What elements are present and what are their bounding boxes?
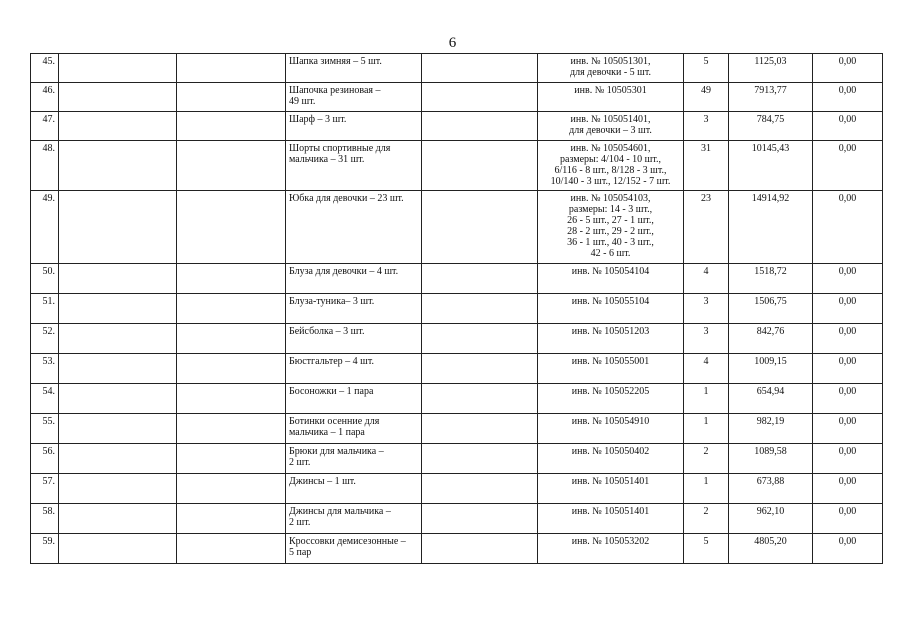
table-row <box>31 504 883 534</box>
inventory-number <box>538 414 684 444</box>
empty-cell <box>59 324 177 354</box>
quantity: 1 <box>684 384 729 414</box>
empty-cell <box>59 54 177 83</box>
residual-value: 0,00 <box>813 191 883 264</box>
inventory-number <box>538 264 684 294</box>
inventory-number <box>538 444 684 474</box>
inventory-number-line: 6/116 - 8 шт., 8/128 - 3 шт., <box>554 165 667 176</box>
amount: 7913,77 <box>729 83 813 112</box>
amount: 4805,20 <box>729 534 813 564</box>
amount: 1125,03 <box>729 54 813 83</box>
inventory-number-line: инв. № 105050402 <box>571 446 650 457</box>
quantity: 3 <box>684 324 729 354</box>
inventory-number <box>538 83 684 112</box>
empty-cell <box>177 414 286 444</box>
inventory-number-line: 26 - 5 шт., 27 - 1 шт., <box>567 215 654 226</box>
item-name-line: Шапка зимняя – 5 шт. <box>289 56 382 67</box>
table-body <box>31 54 883 564</box>
amount: 962,10 <box>729 504 813 534</box>
empty-cell <box>422 191 538 264</box>
item-name-line: 2 шт. <box>289 517 311 528</box>
empty-cell <box>59 112 177 141</box>
empty-cell <box>422 414 538 444</box>
amount: 1089,58 <box>729 444 813 474</box>
amount: 10145,43 <box>729 141 813 191</box>
inventory-number-line: 10/140 - 3 шт., 12/152 - 7 шт. <box>550 176 671 187</box>
empty-cell <box>177 354 286 384</box>
residual-value: 0,00 <box>813 83 883 112</box>
quantity: 1 <box>684 474 729 504</box>
item-name <box>286 191 422 264</box>
item-name <box>286 354 422 384</box>
empty-cell <box>59 294 177 324</box>
row-number: 55. <box>31 414 59 444</box>
empty-cell <box>59 141 177 191</box>
quantity: 4 <box>684 264 729 294</box>
empty-cell <box>177 83 286 112</box>
empty-cell <box>422 141 538 191</box>
inventory-number-line: 36 - 1 шт., 40 - 3 шт., <box>567 237 654 248</box>
item-name-line: Джинсы для мальчика – <box>289 506 391 517</box>
inventory-number-line: инв. № 105051401, <box>570 114 651 125</box>
inventory-number <box>538 112 684 141</box>
row-number: 46. <box>31 83 59 112</box>
amount: 842,76 <box>729 324 813 354</box>
table-row <box>31 191 883 264</box>
inventory-number <box>538 534 684 564</box>
item-name-line: 49 шт. <box>289 96 316 107</box>
item-name-line: Бейсболка – 3 шт. <box>289 326 365 337</box>
quantity: 4 <box>684 354 729 384</box>
inventory-number-line: для девочки – 3 шт. <box>569 125 652 136</box>
empty-cell <box>422 474 538 504</box>
item-name-line: Бюстгальтер – 4 шт. <box>289 356 374 367</box>
empty-cell <box>59 534 177 564</box>
empty-cell <box>59 354 177 384</box>
inventory-number-line: инв. № 105051401 <box>571 506 650 517</box>
empty-cell <box>59 474 177 504</box>
inventory-number-line: инв. № 10505301 <box>574 85 647 96</box>
quantity: 23 <box>684 191 729 264</box>
residual-value: 0,00 <box>813 264 883 294</box>
item-name <box>286 384 422 414</box>
row-number: 59. <box>31 534 59 564</box>
row-number: 50. <box>31 264 59 294</box>
empty-cell <box>177 534 286 564</box>
amount: 654,94 <box>729 384 813 414</box>
inventory-number <box>538 384 684 414</box>
residual-value: 0,00 <box>813 474 883 504</box>
inventory-number <box>538 354 684 384</box>
empty-cell <box>422 54 538 83</box>
row-number: 54. <box>31 384 59 414</box>
inventory-number-line: инв. № 105055001 <box>571 356 650 367</box>
empty-cell <box>422 384 538 414</box>
amount: 673,88 <box>729 474 813 504</box>
table-row <box>31 384 883 414</box>
row-number: 47. <box>31 112 59 141</box>
page-number: 6 <box>448 35 457 51</box>
empty-cell <box>177 191 286 264</box>
quantity: 1 <box>684 414 729 444</box>
empty-cell <box>422 504 538 534</box>
table-row <box>31 294 883 324</box>
item-name-line: Юбка для девочки – 23 шт. <box>289 193 404 204</box>
table-row <box>31 264 883 294</box>
inventory-number <box>538 191 684 264</box>
inventory-number <box>538 504 684 534</box>
inventory-number-line: инв. № 105054910 <box>571 416 650 427</box>
empty-cell <box>422 444 538 474</box>
empty-cell <box>177 444 286 474</box>
item-name-line: Босоножки – 1 пара <box>289 386 374 397</box>
empty-cell <box>59 264 177 294</box>
item-name-line: Шапочка резиновая – <box>289 85 381 96</box>
empty-cell <box>177 54 286 83</box>
item-name-line: Джинсы – 1 шт. <box>289 476 356 487</box>
empty-cell <box>177 504 286 534</box>
empty-cell <box>422 264 538 294</box>
residual-value: 0,00 <box>813 534 883 564</box>
item-name <box>286 534 422 564</box>
row-number: 45. <box>31 54 59 83</box>
item-name-line: 2 шт. <box>289 457 311 468</box>
item-name <box>286 112 422 141</box>
residual-value: 0,00 <box>813 354 883 384</box>
inventory-number <box>538 474 684 504</box>
table-row <box>31 444 883 474</box>
inventory-number-line: для девочки - 5 шт. <box>570 67 651 78</box>
empty-cell <box>59 83 177 112</box>
quantity: 49 <box>684 83 729 112</box>
quantity: 3 <box>684 294 729 324</box>
item-name <box>286 264 422 294</box>
inventory-number-line: инв. № 105051401 <box>571 476 650 487</box>
empty-cell <box>59 384 177 414</box>
empty-cell <box>177 324 286 354</box>
table-row <box>31 141 883 191</box>
inventory-number-line: размеры: 4/104 - 10 шт., <box>560 154 661 165</box>
item-name-line: Блуза для девочки – 4 шт. <box>289 266 399 277</box>
inventory-number <box>538 54 684 83</box>
inventory-number-line: инв. № 105053202 <box>571 536 650 547</box>
item-name-line: Шарф – 3 шт. <box>289 114 347 125</box>
table-row <box>31 474 883 504</box>
item-name <box>286 444 422 474</box>
empty-cell <box>422 534 538 564</box>
empty-cell <box>177 294 286 324</box>
inventory-number-line: 42 - 6 шт. <box>590 248 631 259</box>
residual-value: 0,00 <box>813 444 883 474</box>
inventory-number <box>538 141 684 191</box>
residual-value: 0,00 <box>813 504 883 534</box>
amount: 14914,92 <box>729 191 813 264</box>
table-row <box>31 534 883 564</box>
quantity: 3 <box>684 112 729 141</box>
inventory-number <box>538 324 684 354</box>
item-name-line: Кроссовки демисезонные – <box>289 536 406 547</box>
row-number: 58. <box>31 504 59 534</box>
item-name <box>286 83 422 112</box>
table-row <box>31 54 883 83</box>
item-name-line: Шорты спортивные для <box>289 143 391 154</box>
inventory-number-line: 28 - 2 шт., 29 - 2 шт., <box>567 226 654 237</box>
quantity: 2 <box>684 444 729 474</box>
residual-value: 0,00 <box>813 141 883 191</box>
table-row <box>31 112 883 141</box>
inventory-number <box>538 294 684 324</box>
row-number: 52. <box>31 324 59 354</box>
empty-cell <box>177 384 286 414</box>
table-row <box>31 83 883 112</box>
amount: 982,19 <box>729 414 813 444</box>
table-row <box>31 354 883 384</box>
row-number: 48. <box>31 141 59 191</box>
item-name <box>286 504 422 534</box>
inventory-number-line: размеры: 14 - 3 шт., <box>568 204 653 215</box>
inventory-number-line: инв. № 105052205 <box>571 386 650 397</box>
quantity: 5 <box>684 54 729 83</box>
item-name-line: мальчика – 31 шт. <box>289 154 365 165</box>
inventory-number-line: инв. № 105055104 <box>571 296 650 307</box>
item-name <box>286 54 422 83</box>
item-name-line: Блуза-туника– 3 шт. <box>289 296 375 307</box>
inventory-number-line: инв. № 105051301, <box>570 56 651 67</box>
row-number: 49. <box>31 191 59 264</box>
item-name <box>286 414 422 444</box>
empty-cell <box>59 414 177 444</box>
quantity: 2 <box>684 504 729 534</box>
item-name-line: Ботинки осенние для <box>289 416 380 427</box>
residual-value: 0,00 <box>813 294 883 324</box>
row-number: 51. <box>31 294 59 324</box>
residual-value: 0,00 <box>813 324 883 354</box>
amount: 1518,72 <box>729 264 813 294</box>
item-name-line: Брюки для мальчика – <box>289 446 384 457</box>
empty-cell <box>422 324 538 354</box>
empty-cell <box>422 112 538 141</box>
empty-cell <box>59 444 177 474</box>
inventory-number-line: инв. № 105054104 <box>571 266 650 277</box>
row-number: 53. <box>31 354 59 384</box>
empty-cell <box>422 83 538 112</box>
empty-cell <box>177 141 286 191</box>
empty-cell <box>177 264 286 294</box>
empty-cell <box>422 294 538 324</box>
row-number: 56. <box>31 444 59 474</box>
empty-cell <box>177 474 286 504</box>
inventory-table <box>30 53 883 564</box>
inventory-number-line: инв. № 105054103, <box>570 193 651 204</box>
item-name <box>286 141 422 191</box>
row-number: 57. <box>31 474 59 504</box>
quantity: 31 <box>684 141 729 191</box>
item-name <box>286 474 422 504</box>
empty-cell <box>59 191 177 264</box>
amount: 784,75 <box>729 112 813 141</box>
empty-cell <box>422 354 538 384</box>
residual-value: 0,00 <box>813 414 883 444</box>
table-row <box>31 324 883 354</box>
quantity: 5 <box>684 534 729 564</box>
residual-value: 0,00 <box>813 384 883 414</box>
amount: 1009,15 <box>729 354 813 384</box>
item-name-line: 5 пар <box>289 547 312 558</box>
empty-cell <box>177 112 286 141</box>
empty-cell <box>59 504 177 534</box>
item-name <box>286 294 422 324</box>
item-name-line: мальчика – 1 пара <box>289 427 365 438</box>
amount: 1506,75 <box>729 294 813 324</box>
item-name <box>286 324 422 354</box>
inventory-number-line: инв. № 105051203 <box>571 326 650 337</box>
residual-value: 0,00 <box>813 112 883 141</box>
table-row <box>31 414 883 444</box>
residual-value: 0,00 <box>813 54 883 83</box>
inventory-number-line: инв. № 105054601, <box>570 143 651 154</box>
